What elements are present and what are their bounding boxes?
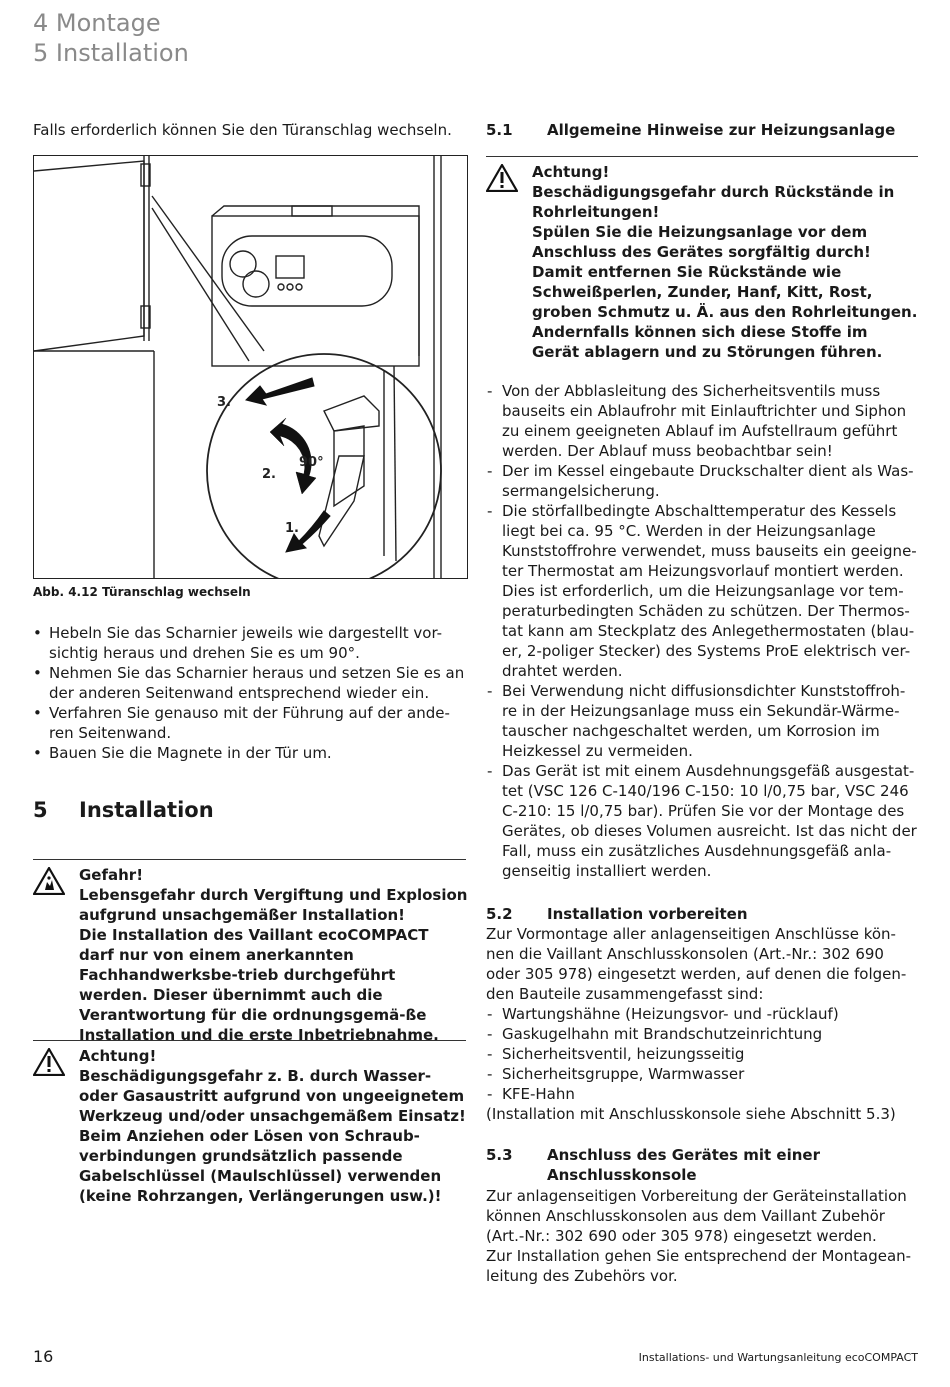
list-item: - Bei Verwendung nicht diffusionsdichter Kunststoffroh-re in der Heizungsanlage muss ein Sekundär-Wärme-tauscher nachgeschaltet werden, um Korrosion im Heizkessel zu vermeiden. bbox=[486, 681, 918, 761]
section-number: 5.1 bbox=[486, 121, 513, 139]
list-item: - Der im Kessel eingebaute Druckschalter dient als Was-sermangelsicherung. bbox=[486, 461, 918, 501]
hinge-illustration bbox=[34, 156, 467, 578]
caution-title: Achtung! bbox=[79, 1047, 157, 1065]
section-heading-5 bbox=[33, 797, 468, 823]
caution-body: Beim Anziehen oder Lösen von Schraub-verbindungen grundsätzlich passende Gabelschlüssel (Maulschlüssel) verwenden (keine Rohrzangen, Verlängerungen usw.)! bbox=[79, 1127, 442, 1205]
figure-angle-label: 90° bbox=[299, 455, 324, 470]
danger-divider bbox=[33, 859, 466, 860]
warning-triangle-icon bbox=[486, 162, 532, 362]
list-item: - Die störfallbedingte Abschalttemperatur des Kessels liegt bei ca. 95 °C. Werden in der Heizungsanlage Kunststoffrohre verwendet, muss bauseits ein geeigne-ter Thermostat am Heizungsvorlauf montiert werden. Dies ist erforderlich, um die Heizungsanlage vor tem-peraturbedingten Schäden zu schützen. Der Thermos-tat kann am Steckplatz des Anlegethermostaten (blau-er, 2-poliger Stecker) des Systems ProE elektrisch ver-drahtet werden. bbox=[486, 501, 918, 681]
caution-body: Spülen Sie die Heizungsanlage vor dem Anschluss des Gerätes sorgfältig durch! Damit entfernen Sie Rückstände wie Schweißperlen, Zunder, Hanf, Kitt, Rost, groben Schmutz u. Ä. aus den Rohrleitungen. Andernfalls können sich diese Stoffe im Gerät ablagern und zu Störungen führen. bbox=[532, 223, 918, 361]
figure-label-2: 2. bbox=[262, 467, 276, 482]
section-title: Installation vorbereiten bbox=[547, 905, 748, 923]
section-heading-5-1 bbox=[486, 120, 918, 140]
figure-label-3: 3. bbox=[217, 395, 231, 410]
caution-notice-right bbox=[486, 158, 918, 362]
danger-title: Gefahr! bbox=[79, 866, 144, 884]
list-item: - Von der Abblasleitung des Sicherheitsventils muss bauseits ein Ablaufrohr mit Einlauftrichter und Siphon zu einem geeigneten Ablauf im Aufstellraum geführt werden. Der Ablauf muss beobachtbar sein! bbox=[486, 381, 918, 461]
explosion-warning-icon bbox=[33, 865, 79, 1045]
list-item: • Bauen Sie die Magnete in der Tür um. bbox=[33, 743, 468, 763]
section-number: 5.3 bbox=[486, 1146, 513, 1164]
figure-caption: Abb. 4.12 Türanschlag wechseln bbox=[33, 585, 251, 599]
caution-subtitle: Beschädigungsgefahr z. B. durch Wasser- oder Gasaustritt aufgrund von ungeeignetem Werkzeug und/oder unsachgemäßem Einsatz! bbox=[79, 1067, 466, 1125]
section-heading-5-2 bbox=[486, 904, 918, 924]
section-note: (Installation mit Anschlusskonsole siehe Abschnitt 5.3) bbox=[486, 1105, 896, 1123]
list-item: - Sicherheitsventil, heizungsseitig bbox=[486, 1044, 918, 1064]
chapter-header-1: 4 Montage bbox=[33, 9, 161, 37]
danger-body: Die Installation des Vaillant ecoCOMPACT darf nur von einem anerkannten Fachhandwerksbe-trieb durchgeführt werden. Dieser übernimmt auch die Verantwortung für die ordnungsgemä-ße Installation und die erste Inbetriebnahme. bbox=[79, 926, 439, 1044]
document-title: Installations- und Wartungsanleitung ecoCOMPACT bbox=[638, 1351, 918, 1364]
caution-divider-right bbox=[486, 156, 918, 157]
list-item: - Das Gerät ist mit einem Ausdehnungsgefäß ausgestat-tet (VSC 126 C-140/196 C-150: 10 l/0,75 bar, VSC 246 C-210: 15 l/0,75 bar). Prüfen Sie vor der Montage des Gerätes, ob dieses Volumen ausreicht. Ist das nicht der Fall, muss ein zusätzliches Ausdehnungsgefäß anla-genseitig installiert werden. bbox=[486, 761, 918, 881]
section-5-2-body bbox=[486, 924, 918, 1124]
page-number: 16 bbox=[33, 1347, 54, 1366]
figure-label-1: 1. bbox=[285, 521, 299, 536]
section-heading-5-3 bbox=[486, 1145, 918, 1185]
caution-divider bbox=[33, 1040, 466, 1041]
list-item: • Nehmen Sie das Scharnier heraus und setzen Sie es an der anderen Seitenwand entsprechend wieder ein. bbox=[33, 663, 468, 703]
caution-title: Achtung! bbox=[532, 163, 610, 181]
section-5-3-body bbox=[486, 1186, 918, 1286]
paragraph: Zur anlagenseitigen Vorbereitung der Geräteinstallation können Anschlusskonsolen aus dem Vaillant Zubehör (Art.-Nr.: 302 690 oder 305 978) eingesetzt werden. bbox=[486, 1187, 907, 1245]
section-title: Installation bbox=[79, 798, 214, 822]
section-title: Allgemeine Hinweise zur Heizungsanlage bbox=[547, 121, 896, 139]
left-intro: Falls erforderlich können Sie den Türanschlag wechseln. bbox=[33, 121, 452, 139]
instruction-bullets bbox=[33, 623, 468, 763]
list-item: - Wartungshähne (Heizungsvor- und -rücklauf) bbox=[486, 1004, 918, 1024]
heating-notes-list bbox=[486, 381, 918, 881]
list-item: - Sicherheitsgruppe, Warmwasser bbox=[486, 1064, 918, 1084]
caution-notice-left bbox=[33, 1042, 468, 1206]
list-item: • Hebeln Sie das Scharnier jeweils wie dargestellt vor-sichtig heraus und drehen Sie es um 90°. bbox=[33, 623, 468, 663]
caution-subtitle: Beschädigungsgefahr durch Rückstände in Rohrleitungen! bbox=[532, 183, 895, 221]
component-list bbox=[486, 1004, 918, 1104]
section-number: 5 bbox=[33, 798, 48, 822]
figure-door-hinge bbox=[33, 155, 468, 579]
list-item: • Verfahren Sie genauso mit der Führung auf der ande-ren Seitenwand. bbox=[33, 703, 468, 743]
chapter-header-2: 5 Installation bbox=[33, 39, 189, 67]
section-title-line-1: Anschluss des Gerätes mit einer bbox=[547, 1146, 820, 1164]
danger-notice bbox=[33, 861, 468, 1045]
section-title-line-2: Anschlusskonsole bbox=[547, 1166, 697, 1184]
section-number: 5.2 bbox=[486, 905, 513, 923]
list-item: - KFE-Hahn bbox=[486, 1084, 918, 1104]
warning-triangle-icon bbox=[33, 1046, 79, 1206]
list-item: - Gaskugelhahn mit Brandschutzeinrichtung bbox=[486, 1024, 918, 1044]
paragraph: Zur Installation gehen Sie entsprechend der Montagean-leitung des Zubehörs vor. bbox=[486, 1247, 912, 1285]
paragraph: Zur Vormontage aller anlagenseitigen Anschlüsse kön-nen die Vaillant Anschlusskonsolen (Art.-Nr.: 302 690 oder 305 978) eingesetzt werden, auf denen die folgen-den Bauteile zusammengefasst sind: bbox=[486, 925, 907, 1003]
danger-subtitle: Lebensgefahr durch Vergiftung und Explosion aufgrund unsachgemäßer Installation! bbox=[79, 886, 468, 924]
